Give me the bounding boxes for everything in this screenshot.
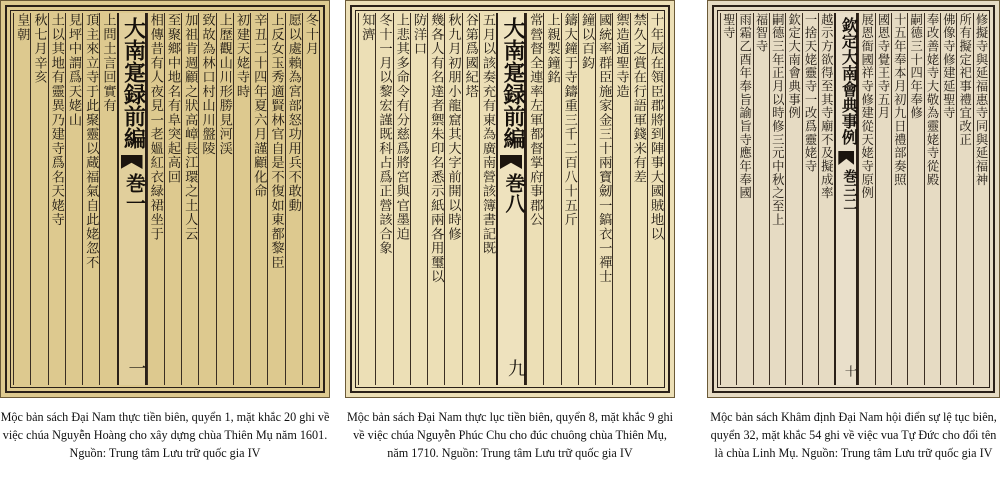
text-column: 秋七月辛亥 [30, 13, 47, 385]
text-column: 佛像寺修建延聖寺 [940, 13, 956, 385]
fish-tail-mark [838, 151, 854, 165]
text-column: 愿以處賴為宮部怒功用兵不敢動 [285, 13, 302, 385]
text-column: 修擬寺與延福惠寺同與延福神 [973, 13, 989, 385]
text-column: 禁久之賞在行語軍錢米有差 [630, 13, 647, 385]
caption-print-1: Mộc bản sách Đại Nam thực tiền biên, quyển 1, mặt khắc 20 ghi về việc chúa Nguyễn Hoàng cho xây dựng chùa Thiên Mụ năm 1601. Nguồn: Trung tâm Lưu trữ quốc gia IV [0, 410, 330, 460]
text-column: 國恩寺覺王寺五月 [875, 13, 891, 385]
text-column: 秋九月初朋小龍窟其大字前開以時修 [444, 13, 461, 385]
book-title: 大南寔録前編 [500, 17, 526, 149]
text-column: 上悲其多命令有分慈爲將宮與官墨迫 [393, 13, 410, 385]
book-title: 大南寔録前編 [120, 17, 147, 149]
text-column: 常營督全連率左軍都督掌府事郡公 [526, 13, 543, 385]
text-column: 加祖肯週顧之狀高嶂長江環之土人云 [181, 13, 198, 385]
text-column: 頂主來立寺于此聚靈以蔵福氣自此姥忽不 [82, 13, 99, 385]
text-column: 聖寺 [720, 13, 736, 385]
text-column: 一捨天姥靈寺一改爲靈姥寺 [802, 13, 818, 385]
caption-print-2: Mộc bản sách Đại Nam thực lục tiền biên, quyển 8, mặt khắc 9 ghi về việc chúa Nguyễn Phúc Chu cho đúc chuông chùa Thiên Mụ, năm 1710. Nguồn: Trung tâm Lưu trữ quốc gia IV [346, 410, 674, 460]
woodblock-print-1 [0, 0, 330, 398]
text-column: 展恩衙國祥寺修建從天姥寺原例 [858, 13, 874, 385]
fish-tail-mark [121, 155, 143, 169]
woodblock-print-2 [345, 0, 675, 398]
center-fold-band [117, 13, 147, 385]
text-column: 所有擬定祀事禮宜改正 [956, 13, 972, 385]
text-column: 國統率群臣施家金三十兩寶劒一鎬衣一禪士 [595, 13, 612, 385]
center-fold-band [834, 13, 858, 385]
text-column: 防洋口 [410, 13, 427, 385]
text-column: 福智寺 [753, 13, 769, 385]
text-column: 知濟 [358, 13, 375, 385]
text-column: 初建天姥寺時 [233, 13, 250, 385]
text-column: 致故為林口村山川盤陵 [198, 13, 215, 385]
text-column: 上親製鐘銘 [543, 13, 560, 385]
text-column: 欽定大南會典事例 [785, 13, 801, 385]
text-column: 奉改善姥寺大敬為靈姥寺從殿 [924, 13, 940, 385]
text-column: 至聚鄉中地名有阜突起高回 [164, 13, 181, 385]
text-column: 雨霜乙酉年奉旨諭旨寺應年奉國 [736, 13, 752, 385]
text-column: 見坪中謂爲天姥山 [65, 13, 82, 385]
page-number: 十 [843, 365, 858, 377]
text-column: 十五年奉本月初九日禮部奏照 [891, 13, 907, 385]
text-column: 十年辰在領臣郡將到陣事大國賊地以 [647, 13, 664, 385]
text-column: 皇朝 [13, 13, 30, 385]
text-column: 鑄大鐘于寺鑄重三千二百八十五斤 [561, 13, 578, 385]
text-column: 谷第爲國紀塔 [462, 13, 479, 385]
text-column: 上反女玉秀適賢林官自是不復如東都黎臣 [267, 13, 284, 385]
volume-number: 巻八 [502, 173, 526, 213]
text-column: 禦造通聖寺造 [612, 13, 629, 385]
text-column: 嗣德三年正月以時修三元中秋之至上 [769, 13, 785, 385]
text-column: 土以其地有靈異乃建寺爲名天姥寺 [48, 13, 65, 385]
text-column: 辛丑二十四年夏六月謹顧化命 [250, 13, 267, 385]
text-column: 嗣德三十四年奉修 [907, 13, 923, 385]
text-column: 五月以該奏充有東為廣南營該簿書記既 [479, 13, 496, 385]
text-column: 冬十月 [302, 13, 319, 385]
volume-number: 巻一 [122, 173, 147, 213]
volume-number: 巻三二 [841, 169, 858, 211]
text-column: 相傳昔有人夜見一老媼紅衣緑裙坐于 [147, 13, 164, 385]
text-column: 幾各人有名達者禦朱印名悉示紙兩各用璽以 [427, 13, 444, 385]
fish-tail-mark [500, 155, 522, 169]
text-column: 鐘以百鈞 [578, 13, 595, 385]
text-column: 上歷觀山川形勝見河渓 [216, 13, 233, 385]
text-column: 冬十一月以黎宏謹既科占爲正營該合象 [375, 13, 392, 385]
center-fold-band [496, 13, 526, 385]
book-title: 欽定大南會典事例 [839, 17, 859, 145]
page-number: 九 [505, 359, 526, 377]
text-column: 上問土言回實有 [99, 13, 116, 385]
page-number: 一 [125, 359, 147, 377]
caption-print-3: Mộc bản sách Khâm định Đại Nam hội điển sự lệ tục biên, quyển 32, mặt khắc 54 ghi về việc vua Tự Đức cho đổi tên là chùa Linh Mụ. Nguồn: Trung tâm Lưu trữ quốc gia IV [710, 410, 997, 460]
text-column: 越示方欲得至其寺廟不及擬成率 [818, 13, 834, 385]
woodblock-print-3 [707, 0, 1000, 398]
